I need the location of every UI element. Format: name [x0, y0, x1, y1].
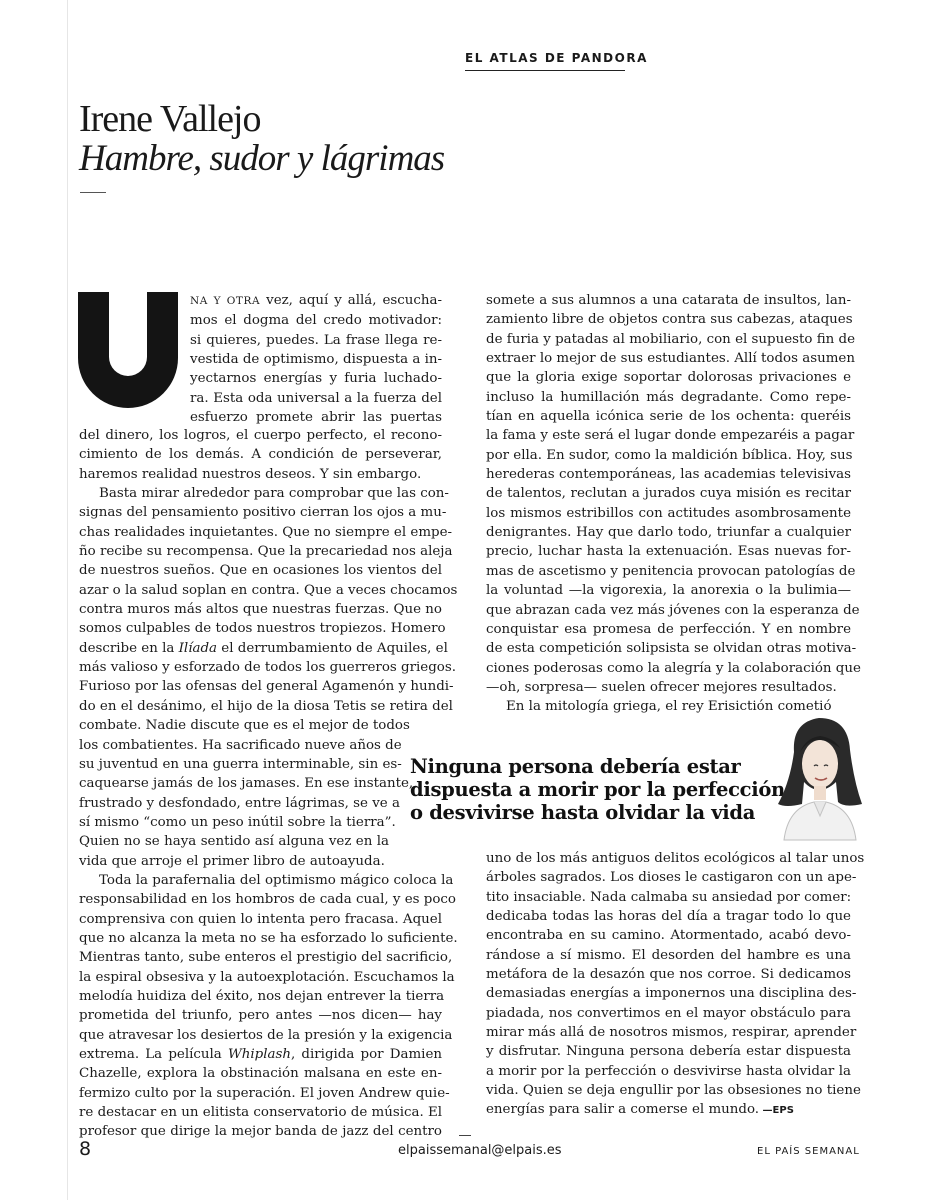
text-line: somos culpables de todos nuestros tropiezos. Homero — [79, 621, 446, 637]
text-line: que la gloria exige soportar dolorosas privaciones e — [486, 370, 851, 386]
text-line: signas del pensamiento positivo cierran los ojos a mu- — [79, 505, 447, 521]
text-line: mas de ascetismo y penitencia provocan patologías de — [486, 563, 856, 579]
text-line: uno de los más antiguos delitos ecológicos al talar unos — [486, 851, 865, 866]
text-line: Toda la parafernalia del optimismo mágico coloca la — [99, 872, 454, 888]
left-column-body — [79, 426, 458, 1142]
text-line: de nuestros sueños. Que en ocasiones los vientos del — [79, 563, 442, 579]
text-line: NA Y OTRA vez, aquí y allá, escucha- — [190, 293, 442, 308]
text-line: Chazelle, explora la obstinación malsana en este en- — [79, 1066, 442, 1082]
text-line: responsabilidad en los hombros de cada cual, y es poco — [79, 892, 456, 908]
pull-quote-line: dispuesta a morir por la perfección — [410, 778, 785, 801]
author-portrait-illustration — [764, 712, 874, 842]
text-line: ra. Esta oda universal a la fuerza del — [190, 390, 442, 406]
text-line: la voluntad —la vigorexia, la anorexia o la bulimia— — [486, 583, 851, 599]
text-line: contra muros más altos que nuestras fuerzas. Que no — [79, 602, 442, 618]
pull-quote — [410, 755, 785, 824]
text-line: extrema. La película Whiplash, dirigida por Damien — [79, 1047, 442, 1062]
text-line: los mismos estribillos con actitudes asombrosamente — [486, 505, 851, 521]
text-line: árboles sagrados. Los dioses le castigaron con un ape- — [486, 870, 857, 886]
text-line: profesor que dirige la mejor banda de jazz del centro — [79, 1124, 442, 1140]
text-line: prometida del triunfo, pero antes —nos dicen— hay — [79, 1008, 442, 1024]
text-line: vida. Quien se deja engullir por las obsesiones no tiene — [486, 1083, 861, 1099]
text-line: si quieres, puedes. La frase llega re- — [190, 332, 442, 348]
text-line: precio, luchar hasta la extenuación. Esas nuevas for- — [486, 544, 851, 560]
text-line: azar o la salud soplan en contra. Que a veces chocamos — [79, 582, 458, 598]
article-title: Hambre, sudor y lágrimas — [79, 138, 445, 179]
text-line: comprensiva con quien lo intenta pero fracasa. Aquel — [79, 911, 443, 927]
text-line: que abrazan cada vez más jóvenes con la esperanza de — [486, 602, 860, 618]
text-line: más valioso y esforzado de todos los guerreros griegos. — [79, 660, 456, 676]
text-line: demasiadas energías a imponernos una disciplina des- — [486, 986, 857, 1002]
text-line: tito insaciable. Nada calmaba su ansiedad por comer: — [486, 889, 852, 905]
section-label: EL ATLAS DE PANDORA — [465, 51, 648, 65]
text-line: caquearse jamás de los jamases. En ese instante, — [79, 776, 414, 792]
text-line: de talentos, reclutan a jurados cuya misión es recitar — [486, 486, 851, 502]
left-column-intro — [190, 291, 442, 427]
pull-quote-line: o desvivirse hasta olvidar la vida — [410, 801, 756, 824]
page-edge-line — [67, 0, 68, 1200]
text-line: yectarnos energías y furia luchado- — [190, 371, 442, 387]
footer-tick — [459, 1135, 471, 1136]
magazine-name: EL PAÍS SEMANAL — [757, 1146, 860, 1157]
text-line: mos el dogma del credo motivador: — [190, 313, 442, 329]
text-line: sí mismo “como un peso inútil sobre la tierra”. — [79, 814, 396, 830]
text-line: de esta competición solipsista se olvidan otras motiva- — [486, 641, 857, 657]
pull-quote-line: Ninguna persona debería estar — [410, 755, 741, 778]
text-line: ciones poderosas como la alegría y la colaboración que — [486, 660, 861, 676]
text-line: y disfrutar. Ninguna persona debería estar dispuesta — [486, 1044, 851, 1060]
text-line: chas realidades inquietantes. Que no siempre el empe- — [79, 524, 453, 540]
text-line: Basta mirar alrededor para comprobar que las con- — [99, 486, 449, 502]
title-divider — [80, 192, 106, 193]
text-line: do en el desánimo, el hijo de la diosa Tetis se retira del — [79, 698, 453, 714]
text-line: somete a sus alumnos a una catarata de insultos, lan- — [486, 293, 851, 308]
text-line: frustrado y desfondado, entre lágrimas, se ve a — [79, 795, 400, 811]
text-line: dedicaba todas las horas del día a tragar todo lo que — [486, 909, 851, 925]
text-line: su juventud en una guerra interminable, sin es- — [79, 756, 402, 772]
text-line: fermizo culto por la superación. El joven Andrew quie- — [79, 1085, 450, 1101]
text-line: —oh, sorpresa— suelen ofrecer mejores resultados. — [486, 679, 837, 695]
text-line: Furioso por las ofensas del general Agamenón y hundi- — [79, 679, 454, 695]
text-line: que no alcanza la meta no se ha esforzado lo suficiente. — [79, 930, 458, 946]
text-line: encontraba en su camino. Atormentado, acabó devo- — [486, 928, 851, 944]
text-line: que atravesar los desiertos de la presión y la exigencia — [79, 1027, 453, 1043]
text-line: conquistar esa promesa de perfección. Y en nombre — [486, 621, 851, 637]
text-line: vida que arroje el primer libro de autoayuda. — [79, 853, 385, 869]
text-line: describe en la Ilíada el derrumbamiento de Aquiles, el — [79, 640, 448, 656]
text-line: herederas contemporáneas, las academias televisivas — [486, 467, 851, 483]
text-line: la espiral obsesiva y la autoexplotación. Escuchamos la — [79, 969, 455, 985]
text-line: En la mitología griega, el rey Erisictión cometió — [506, 699, 832, 715]
right-column-top — [486, 291, 861, 717]
text-line: metáfora de la desazón que nos corroe. Si dedicamos — [486, 967, 851, 983]
text-line: haremos realidad nuestros deseos. Y sin embargo. — [79, 466, 422, 482]
text-line: zamiento libre de objetos contra sus cabezas, ataques — [486, 312, 853, 328]
text-line: Quien no se haya sentido así alguna vez en la — [79, 834, 389, 850]
text-line: vestida de optimismo, dispuesta a in- — [190, 352, 443, 368]
text-line: esfuerzo promete abrir las puertas — [190, 410, 442, 426]
section-underline — [465, 70, 625, 71]
drop-cap — [78, 292, 178, 408]
text-line: incluso la humillación más degradante. Como repe- — [486, 389, 851, 405]
text-line: del dinero, los logros, el cuerpo perfecto, el recono- — [79, 428, 442, 443]
text-line: Mientras tanto, sube enteros el prestigio del sacrificio, — [79, 950, 453, 966]
text-line: tían en aquella icónica serie de los ochenta: queréis — [486, 409, 851, 425]
text-line: ño recibe su recompensa. Que la precariedad nos aleja — [79, 544, 453, 560]
text-line: mirar más allá de nosotros mismos, respirar, aprender — [486, 1025, 857, 1041]
text-line: denigrantes. Hay que darlo todo, triunfar a cualquier — [486, 525, 851, 541]
page-number: 8 — [79, 1138, 92, 1160]
text-line: energías para salir a comerse el mundo. —EPS — [486, 1102, 794, 1118]
text-line: rándose a sí mismo. El desorden del hambre es una — [486, 947, 851, 963]
article-author: Irene Vallejo — [79, 98, 261, 140]
text-line: piadada, nos convertimos en el mayor obstáculo para — [486, 1005, 851, 1021]
signature: —EPS — [759, 1105, 794, 1117]
text-line: cimiento de los demás. A condición de perseverar, — [79, 447, 442, 463]
text-line: re destacar en un elitista conservatorio de música. El — [79, 1105, 443, 1121]
text-line: melodía huidiza del éxito, nos dejan entrever la tierra — [79, 988, 445, 1004]
text-line: la fama y este será el lugar donde empezaréis a pagar — [486, 428, 855, 444]
right-column-bottom — [486, 849, 865, 1121]
text-line: extraer lo mejor de sus estudiantes. Allí todos asumen — [486, 351, 855, 367]
text-line: de furia y patadas al mobiliario, con el supuesto fin de — [486, 331, 856, 347]
text-line: a morir por la perfección o desvivirse hasta olvidar la — [486, 1063, 851, 1079]
footer-email[interactable]: elpaissemanal@elpais.es — [398, 1143, 562, 1158]
text-line: por ella. En sudor, como la maldición bíblica. Hoy, sus — [486, 447, 853, 463]
text-line: combate. Nadie discute que es el mejor de todos — [79, 718, 410, 734]
text-line: los combatientes. Ha sacrificado nueve años de — [79, 737, 402, 753]
